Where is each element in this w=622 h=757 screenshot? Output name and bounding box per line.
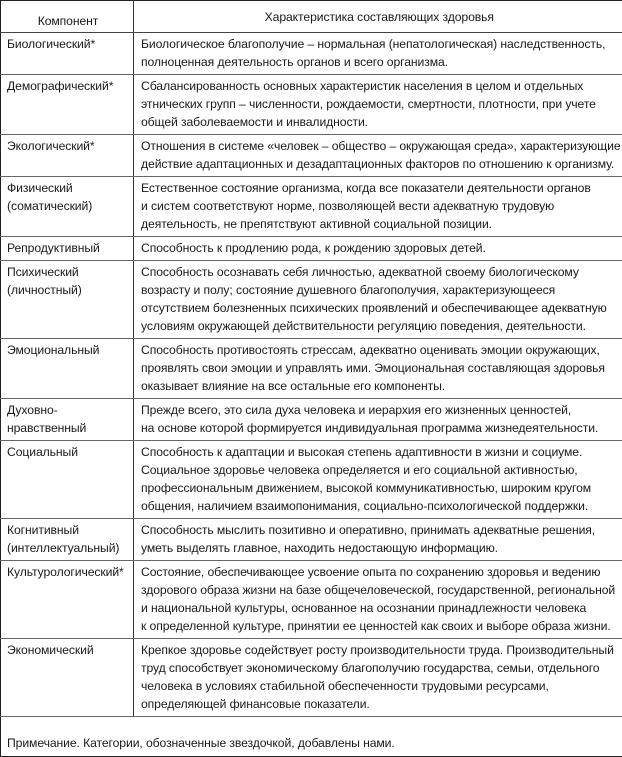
table-row bbox=[1, 519, 622, 561]
description-line: и систем соответствуют норме, позволяющей вести адекватную трудовую bbox=[141, 197, 619, 215]
description-line: условиям окружающей действительности регуляцию поведения, деятельности. bbox=[141, 317, 619, 335]
description-line: Способность к продлению рода, к рождению здоровых детей. bbox=[141, 239, 619, 257]
description-line: общей заболеваемости и инвалидности. bbox=[141, 113, 619, 131]
table-row bbox=[1, 441, 622, 519]
table-row bbox=[1, 399, 622, 441]
description-line: деятельность, не препятствуют активной социальной позиции. bbox=[141, 215, 619, 233]
table-row bbox=[1, 261, 622, 339]
description-line: и национальной культуры, основанное на осознании принадлежности человека bbox=[141, 599, 619, 617]
description-cell bbox=[134, 75, 622, 135]
description-line: человека в условиях стабильной обеспеченности трудовыми ресурсами, bbox=[141, 677, 619, 695]
description-line: труд способствует экономическому благополучию государства, семьи, отдельного bbox=[141, 659, 619, 677]
component-cell bbox=[1, 75, 134, 135]
description-cell bbox=[134, 237, 622, 261]
header-component: Компонент bbox=[1, 1, 134, 33]
description-line: проявлять свои эмоции и управлять ими. Эмоциональная составляющая здоровья bbox=[141, 359, 619, 377]
description-line: полноценная деятельность органов и всего организма. bbox=[141, 53, 619, 71]
component-name-line: (личностный) bbox=[7, 281, 129, 299]
description-cell bbox=[134, 33, 622, 75]
table-note-row bbox=[1, 717, 622, 757]
description-line: Социальное здоровье человека определяется и его социальной активностью, bbox=[141, 461, 619, 479]
table-row bbox=[1, 639, 622, 717]
table-row bbox=[1, 177, 622, 237]
component-cell bbox=[1, 135, 134, 177]
description-line: Отношения в системе «человек – общество – окружающая среда», характеризующие bbox=[141, 137, 619, 155]
component-cell bbox=[1, 177, 134, 237]
component-name-line: Социальный bbox=[7, 443, 129, 461]
component-cell bbox=[1, 261, 134, 339]
component-name-line: Физический bbox=[7, 179, 129, 197]
description-line: уметь выделять главное, находить недостающую информацию. bbox=[141, 539, 619, 557]
description-cell bbox=[134, 177, 622, 237]
description-cell bbox=[134, 261, 622, 339]
component-name-line: Когнитивный bbox=[7, 521, 129, 539]
table-note: Примечание. Категории, обозначенные звездочкой, добавлены нами. bbox=[1, 717, 622, 757]
component-cell bbox=[1, 441, 134, 519]
component-cell bbox=[1, 561, 134, 639]
component-cell bbox=[1, 639, 134, 717]
description-line: действие адаптационных и дезадаптационных факторов по отношению к организму. bbox=[141, 155, 619, 173]
description-line: возрасту и полу; состояние душевного благополучия, характеризующееся bbox=[141, 281, 619, 299]
description-line: Способность противостоять стрессам, адекватно оценивать эмоции окружающих, bbox=[141, 341, 619, 359]
description-cell bbox=[134, 399, 622, 441]
table-row bbox=[1, 339, 622, 399]
header-characteristic: Характеристика составляющих здоровья bbox=[134, 1, 622, 33]
description-cell bbox=[134, 339, 622, 399]
description-line: Способность мыслить позитивно и оперативно, принимать адекватные решения, bbox=[141, 521, 619, 539]
description-line: на основе которой формируется индивидуальная программа жизнедеятельности. bbox=[141, 419, 619, 437]
table-row bbox=[1, 237, 622, 261]
description-cell bbox=[134, 441, 622, 519]
table-header-row bbox=[1, 1, 622, 33]
table-row bbox=[1, 135, 622, 177]
description-line: определяющей финансовые показатели. bbox=[141, 695, 619, 713]
description-line: Прежде всего, это сила духа человека и иерархия его жизненных ценностей, bbox=[141, 401, 619, 419]
description-cell bbox=[134, 561, 622, 639]
component-name-line: (интеллектуальный) bbox=[7, 539, 129, 557]
component-name-line: (соматический) bbox=[7, 197, 129, 215]
description-line: Сбалансированность основных характеристик населения в целом и отдельных bbox=[141, 77, 619, 95]
description-line: Биологическое благополучие – нормальная (непатологическая) наследственность, bbox=[141, 35, 619, 53]
table-body bbox=[1, 33, 622, 717]
description-line: Способность осознавать себя личностью, адекватной своему биологическому bbox=[141, 263, 619, 281]
description-line: Состояние, обеспечивающее усвоение опыта по сохранению здоровья и ведению bbox=[141, 563, 619, 581]
component-cell bbox=[1, 33, 134, 75]
description-line: отсутствием болезненных психических проявлений и обеспечивающее адекватную bbox=[141, 299, 619, 317]
component-name-line: Репродуктивный bbox=[7, 239, 129, 257]
table-row bbox=[1, 33, 622, 75]
component-name-line: Культурологический* bbox=[7, 563, 129, 581]
component-name-line: Эмоциональный bbox=[7, 341, 129, 359]
description-cell bbox=[134, 639, 622, 717]
description-cell bbox=[134, 519, 622, 561]
component-name-line: Экономический bbox=[7, 641, 129, 659]
description-line: оказывает влияние на все остальные его компоненты. bbox=[141, 377, 619, 395]
component-cell bbox=[1, 339, 134, 399]
component-name-line: Демографический* bbox=[7, 77, 129, 95]
description-cell bbox=[134, 135, 622, 177]
table-row bbox=[1, 561, 622, 639]
component-name-line: Биологический* bbox=[7, 35, 129, 53]
description-line: Крепкое здоровье содействует росту производительности труда. Производительный bbox=[141, 641, 619, 659]
table-row bbox=[1, 75, 622, 135]
component-cell bbox=[1, 237, 134, 261]
component-name-line: Духовно- bbox=[7, 401, 129, 419]
description-line: этнических групп – численности, рождаемости, смертности, плотности, при учете bbox=[141, 95, 619, 113]
description-line: профессиональным движением, высокой коммуникативностью, широким кругом bbox=[141, 479, 619, 497]
description-line: общения, наличием взаимопонимания, социально-психологической поддержки. bbox=[141, 497, 619, 515]
component-name-line: нравственный bbox=[7, 419, 129, 437]
component-cell bbox=[1, 519, 134, 561]
description-line: здорового образа жизни на базе общечеловеческой, государственной, региональной bbox=[141, 581, 619, 599]
description-line: к определенной культуре, принятии ее ценностей как своих и выборе образа жизни. bbox=[141, 617, 619, 635]
component-cell bbox=[1, 399, 134, 441]
component-name-line: Психический bbox=[7, 263, 129, 281]
description-line: Естественное состояние организма, когда все показатели деятельности органов bbox=[141, 179, 619, 197]
component-name-line: Экологический* bbox=[7, 137, 129, 155]
description-line: Способность к адаптации и высокая степень адаптивности в жизни и социуме. bbox=[141, 443, 619, 461]
